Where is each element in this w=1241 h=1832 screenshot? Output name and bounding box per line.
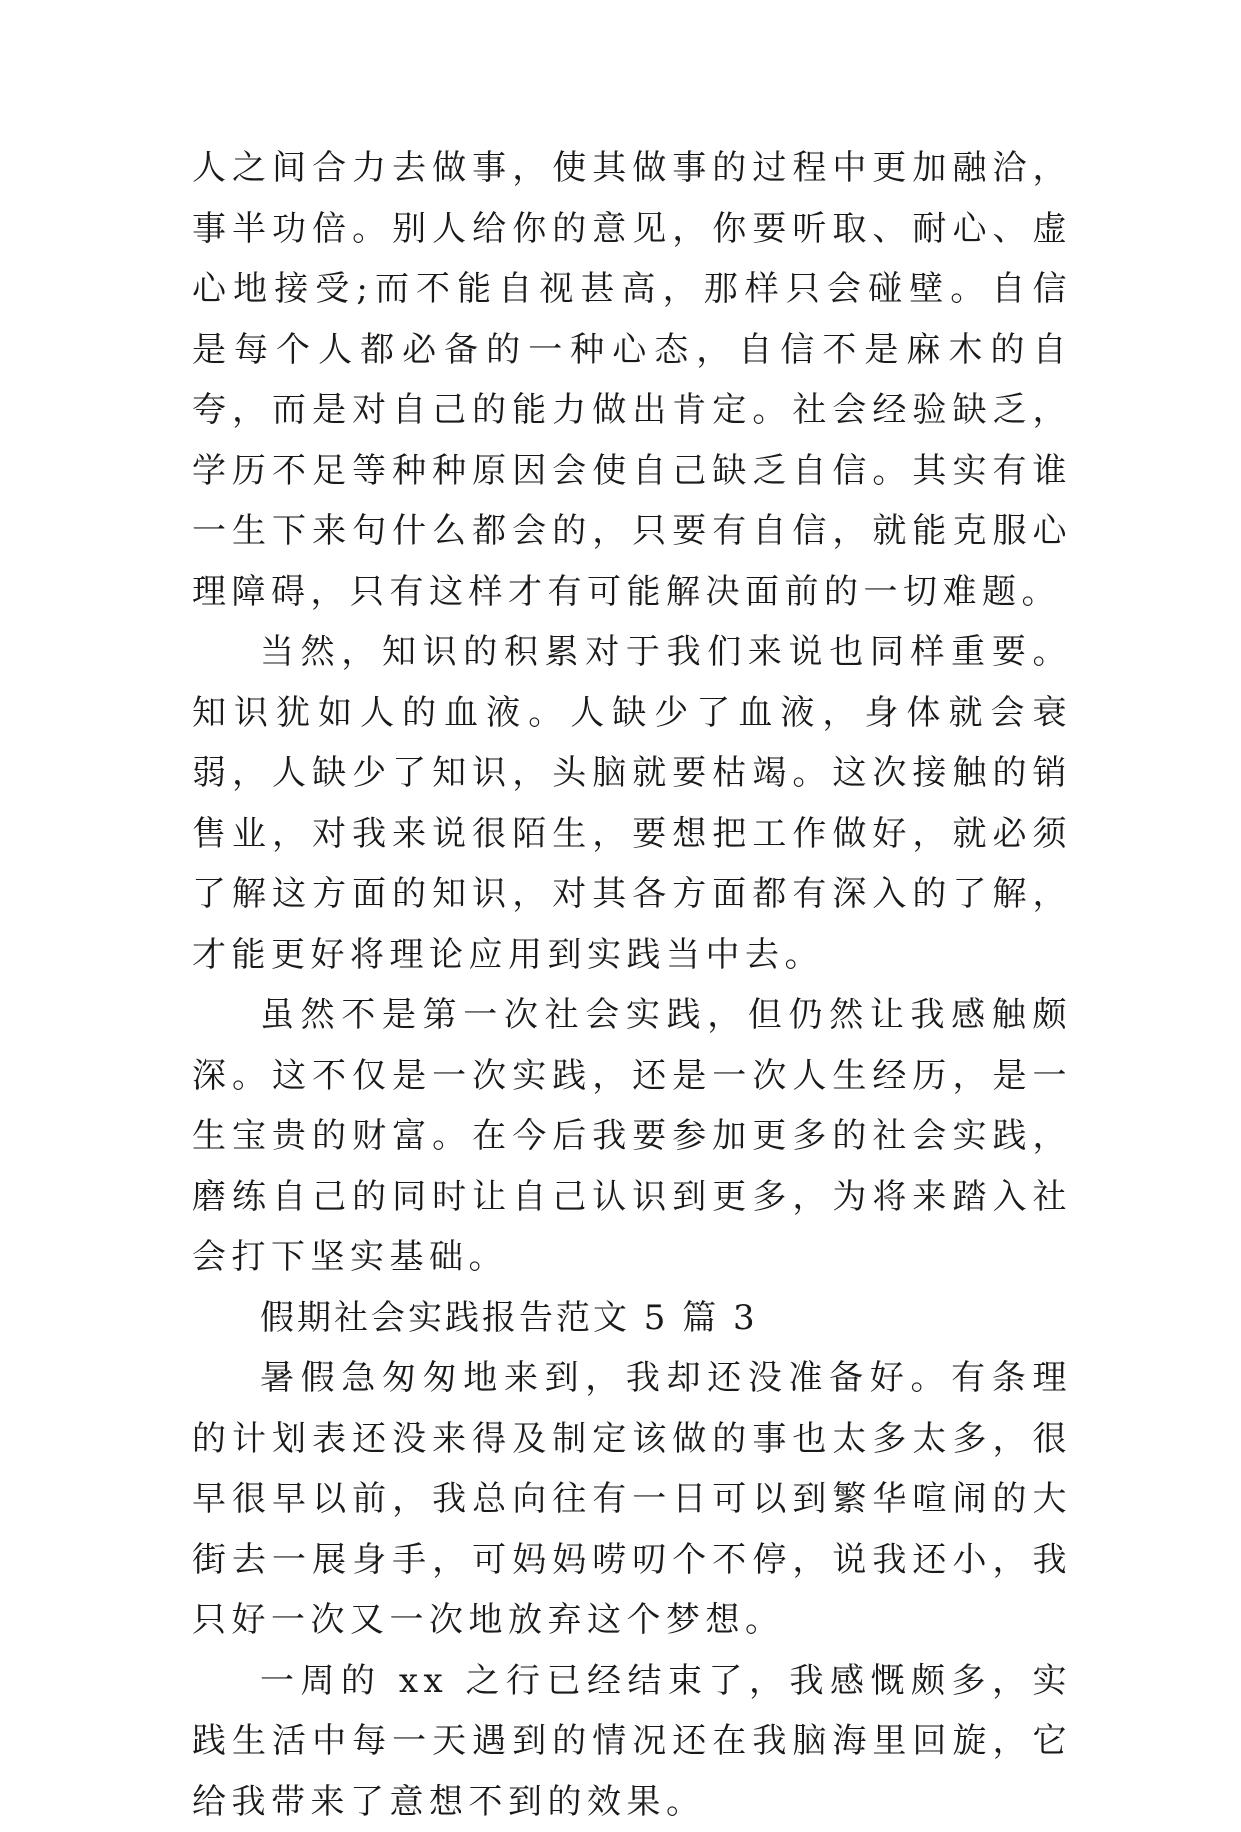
section-heading: 假期社会实践报告范文 5 篇 3: [192, 1288, 1072, 1349]
document-body: [192, 138, 1072, 1832]
paragraph-experience: 虽然不是第一次社会实践，但仍然让我感触颇深。这不仅是一次实践，还是一次人生经历，是一生宝贵的财富。在今后我要参加更多的社会实践，磨练自己的同时让自己认识到更多，为将来踏入社会打下坚实基础。: [192, 985, 1072, 1288]
paragraph-knowledge: 当然，知识的积累对于我们来说也同样重要。知识犹如人的血液。人缺少了血液，身体就会衰弱，人缺少了知识，头脑就要枯竭。这次接触的销售业，对我来说很陌生，要想把工作做好，就必须了解这方面的知识，对其各方面都有深入的了解，才能更好将理论应用到实践当中去。: [192, 622, 1072, 985]
paragraph-continuation: 人之间合力去做事，使其做事的过程中更加融洽，事半功倍。别人给你的意见，你要听取、耐心、虚心地接受;而不能自视甚高，那样只会碰壁。自信是每个人都必备的一种心态，自信不是麻木的自夸，而是对自己的能力做出肯定。社会经验缺乏，学历不足等种种原因会使自己缺乏自信。其实有谁一生下来句什么都会的，只要有自信，就能克服心理障碍，只有这样才有可能解决面前的一切难题。: [192, 138, 1072, 622]
paragraph-week: 一周的 xx 之行已经结束了，我感慨颇多，实践生活中每一天遇到的情况还在我脑海里回旋，它给我带来了意想不到的效果。: [192, 1651, 1072, 1832]
paragraph-summer: 暑假急匆匆地来到，我却还没准备好。有条理的计划表还没来得及制定该做的事也太多太多，很早很早以前，我总向往有一日可以到繁华喧闹的大街去一展身手，可妈妈唠叨个不停，说我还小，我只好一次又一次地放弃这个梦想。: [192, 1348, 1072, 1651]
